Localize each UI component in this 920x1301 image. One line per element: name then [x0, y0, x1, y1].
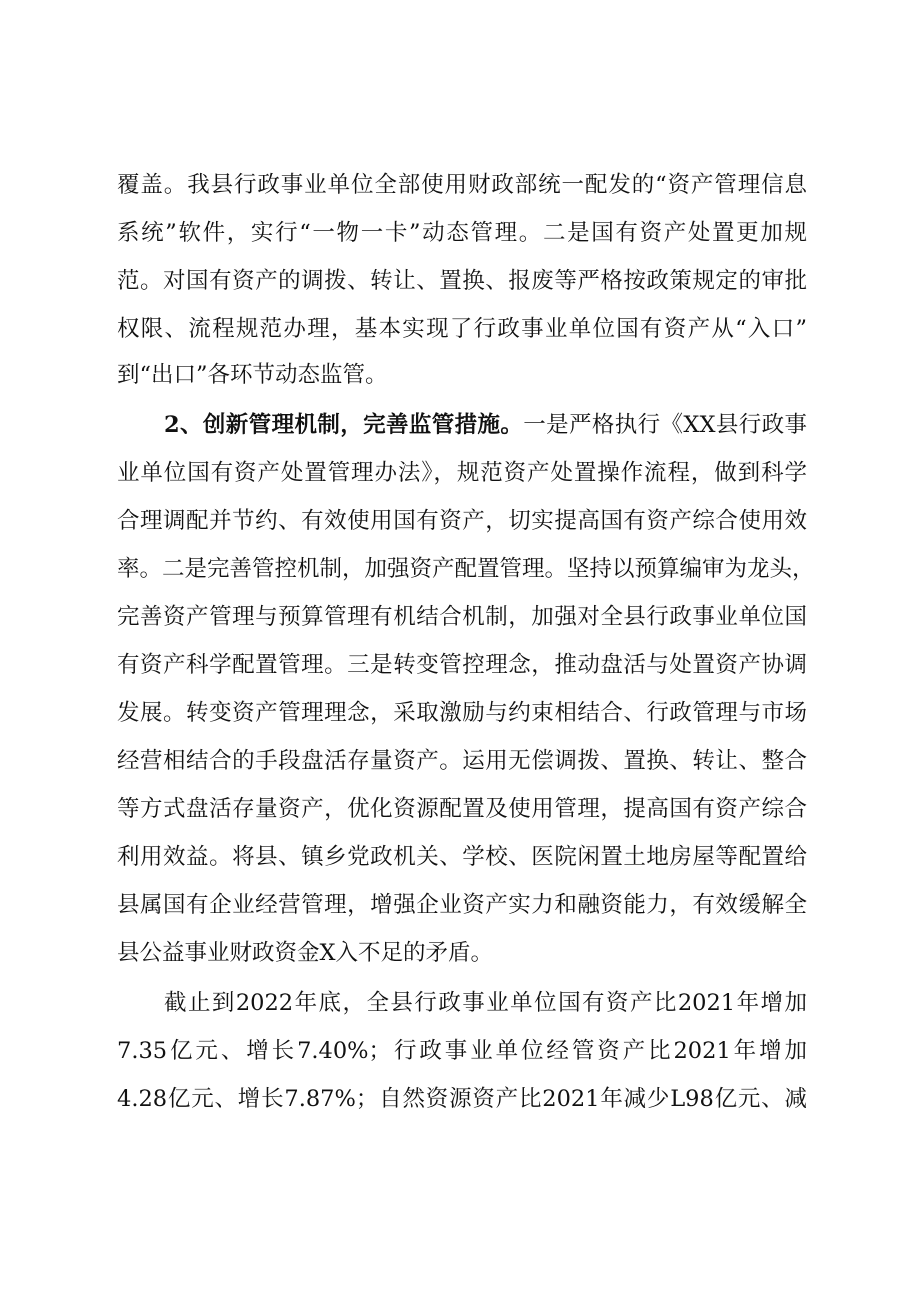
paragraph-2-line-6: 有资产科学配置管理。三是转变管控理念，推动盘活与处置资产协调	[117, 652, 807, 678]
paragraph-1-line-2: 系统”软件，实行“一物一卡”动态管理。二是国有资产处置更加规	[117, 220, 807, 246]
paragraph-1-line-5: 到“出口”各环节动态监管。	[117, 362, 388, 388]
paragraph-2-line-1	[164, 410, 807, 440]
paragraph-3-line-1: 截止到2022年底，全县行政事业单位国有资产比2021年增加	[164, 990, 807, 1016]
paragraph-2-line-5: 完善资产管理与预算管理有机结合机制，加强对全县行政事业单位国	[117, 604, 807, 630]
paragraph-2-line-8: 经营相结合的手段盘活存量资产。运用无偿调拨、置换、转让、整合	[117, 748, 807, 774]
paragraph-1-line-3: 范。对国有资产的调拨、转让、置换、报废等严格按政策规定的审批	[117, 268, 807, 294]
paragraph-2-line-10: 利用效益。将县、镇乡党政机关、学校、医院闲置土地房屋等配置给	[117, 844, 807, 870]
paragraph-2-first-line-rest: 一是严格执行《XX县行政事	[523, 412, 807, 438]
paragraph-3-line-2: 7.35亿元、增长7.40%；行政事业单位经管资产比2021年增加	[117, 1038, 807, 1064]
paragraph-2-line-7: 发展。转变资产管理理念，采取激励与约束相结合、行政管理与市场	[117, 700, 807, 726]
paragraph-2-line-3: 合理调配并节约、有效使用国有资产，切实提高国有资产综合使用效	[117, 508, 807, 534]
paragraph-1-line-1: 覆盖。我县行政事业单位全部使用财政部统一配发的“资产管理信息	[117, 172, 807, 198]
paragraph-2-line-11: 县属国有企业经营管理，增强企业资产实力和融资能力，有效缓解全	[117, 892, 807, 918]
paragraph-2-line-4: 率。二是完善管控机制，加强资产配置管理。坚持以预算编审为龙头，	[117, 556, 815, 582]
paragraph-2-line-2: 业单位国有资产处置管理办法》，规范资产处置操作流程，做到科学	[117, 460, 807, 486]
paragraph-2-line-12: 县公益事业财政资金X入不足的矛盾。	[117, 940, 494, 966]
paragraph-2-line-9: 等方式盘活存量资产，优化资源配置及使用管理，提高国有资产综合	[117, 796, 807, 822]
paragraph-2-heading: 2、创新管理机制，完善监管措施。	[164, 412, 524, 438]
paragraph-3-line-3: 4.28亿元、增长7.87%；自然资源资产比2021年减少L98亿元、减	[117, 1086, 807, 1112]
paragraph-1-line-4: 权限、流程规范办理，基本实现了行政事业单位国有资产从“入口”	[117, 316, 807, 342]
